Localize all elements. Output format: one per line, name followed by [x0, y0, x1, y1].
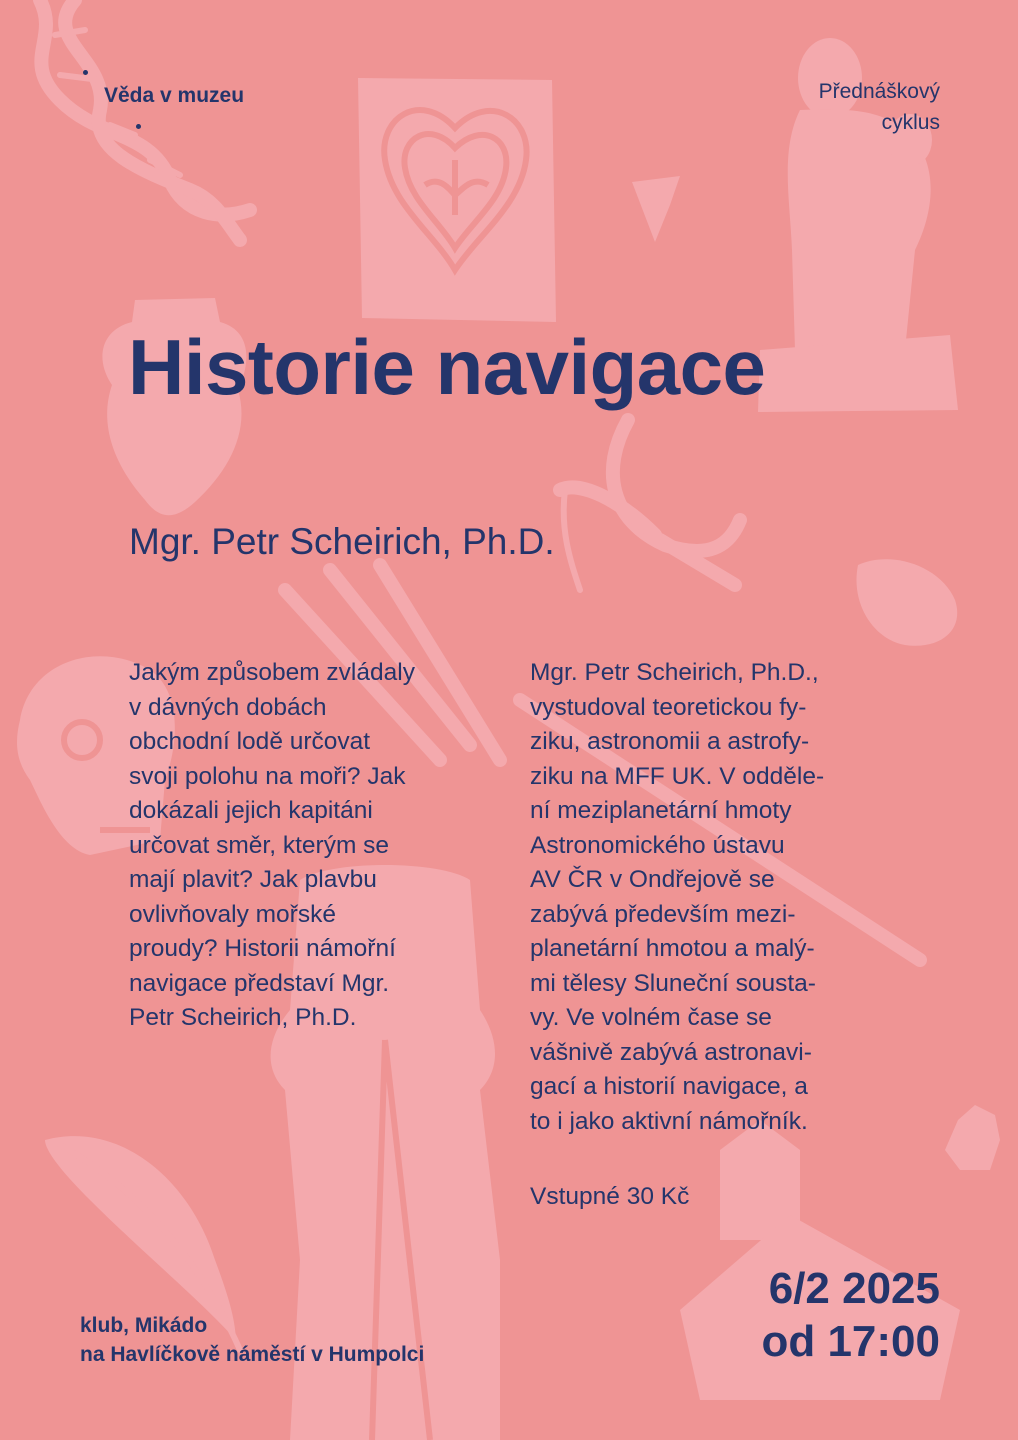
speaker-bio: Mgr. Petr Scheirich, Ph.D., vystudoval teoretickou fy- ziku, astronomii a astrofy- ziku na MFF UK. V odděle- ní meziplanetární hmoty Astronomického ústavu AV ČR v Ondřejově se zabývá především mezi- planetární hmotou a malý- mi tělesy Sluneční sousta- vy. Ve volném čase se vášnivě zabývá astronavi- gací a historií navigace, a to i jako aktivní námořník. [530, 659, 825, 1135]
speaker-name: Mgr. Petr Scheirich, Ph.D. [129, 521, 555, 562]
star-illustration [945, 1105, 1000, 1170]
dna-helix-illustration [40, 0, 250, 240]
event-datetime [761, 1262, 940, 1368]
series-name: Věda v muzeu [104, 84, 245, 107]
event-time: od 17:00 [761, 1317, 940, 1366]
shard-illustration [632, 176, 680, 242]
series-dot-bottom [136, 124, 141, 129]
stone-illustration [856, 559, 957, 646]
slingshot-illustration [560, 420, 740, 590]
lecture-cycle-label [720, 76, 940, 138]
venue [80, 1311, 424, 1369]
venue-line1: klub, Mikádo [80, 1314, 208, 1337]
series-dot-top [83, 70, 88, 75]
event-description: Jakým způsobem zvládaly v dávných dobách obchodní lodě určovat svoji polohu na moři? Jak dokázali jejich kapitáni určovat směr, kterým se mají plavit? Jak plavbu ovlivňovaly mořské proudy? Historii námořní navigace představí Mgr. Petr Scheirich, Ph.D. [129, 659, 415, 1031]
admission-price: Vstupné 30 Kč [530, 1183, 690, 1210]
lecture-cycle-line1: Přednáškový [818, 80, 940, 103]
venue-line2: na Havlíčkově náměstí v Humpolci [80, 1343, 425, 1366]
event-title: Historie navigace [128, 323, 766, 411]
lecture-cycle-line2: cyklus [881, 111, 940, 134]
event-date: 6/2 2025 [768, 1264, 940, 1313]
heart-mould-illustration [358, 78, 556, 322]
